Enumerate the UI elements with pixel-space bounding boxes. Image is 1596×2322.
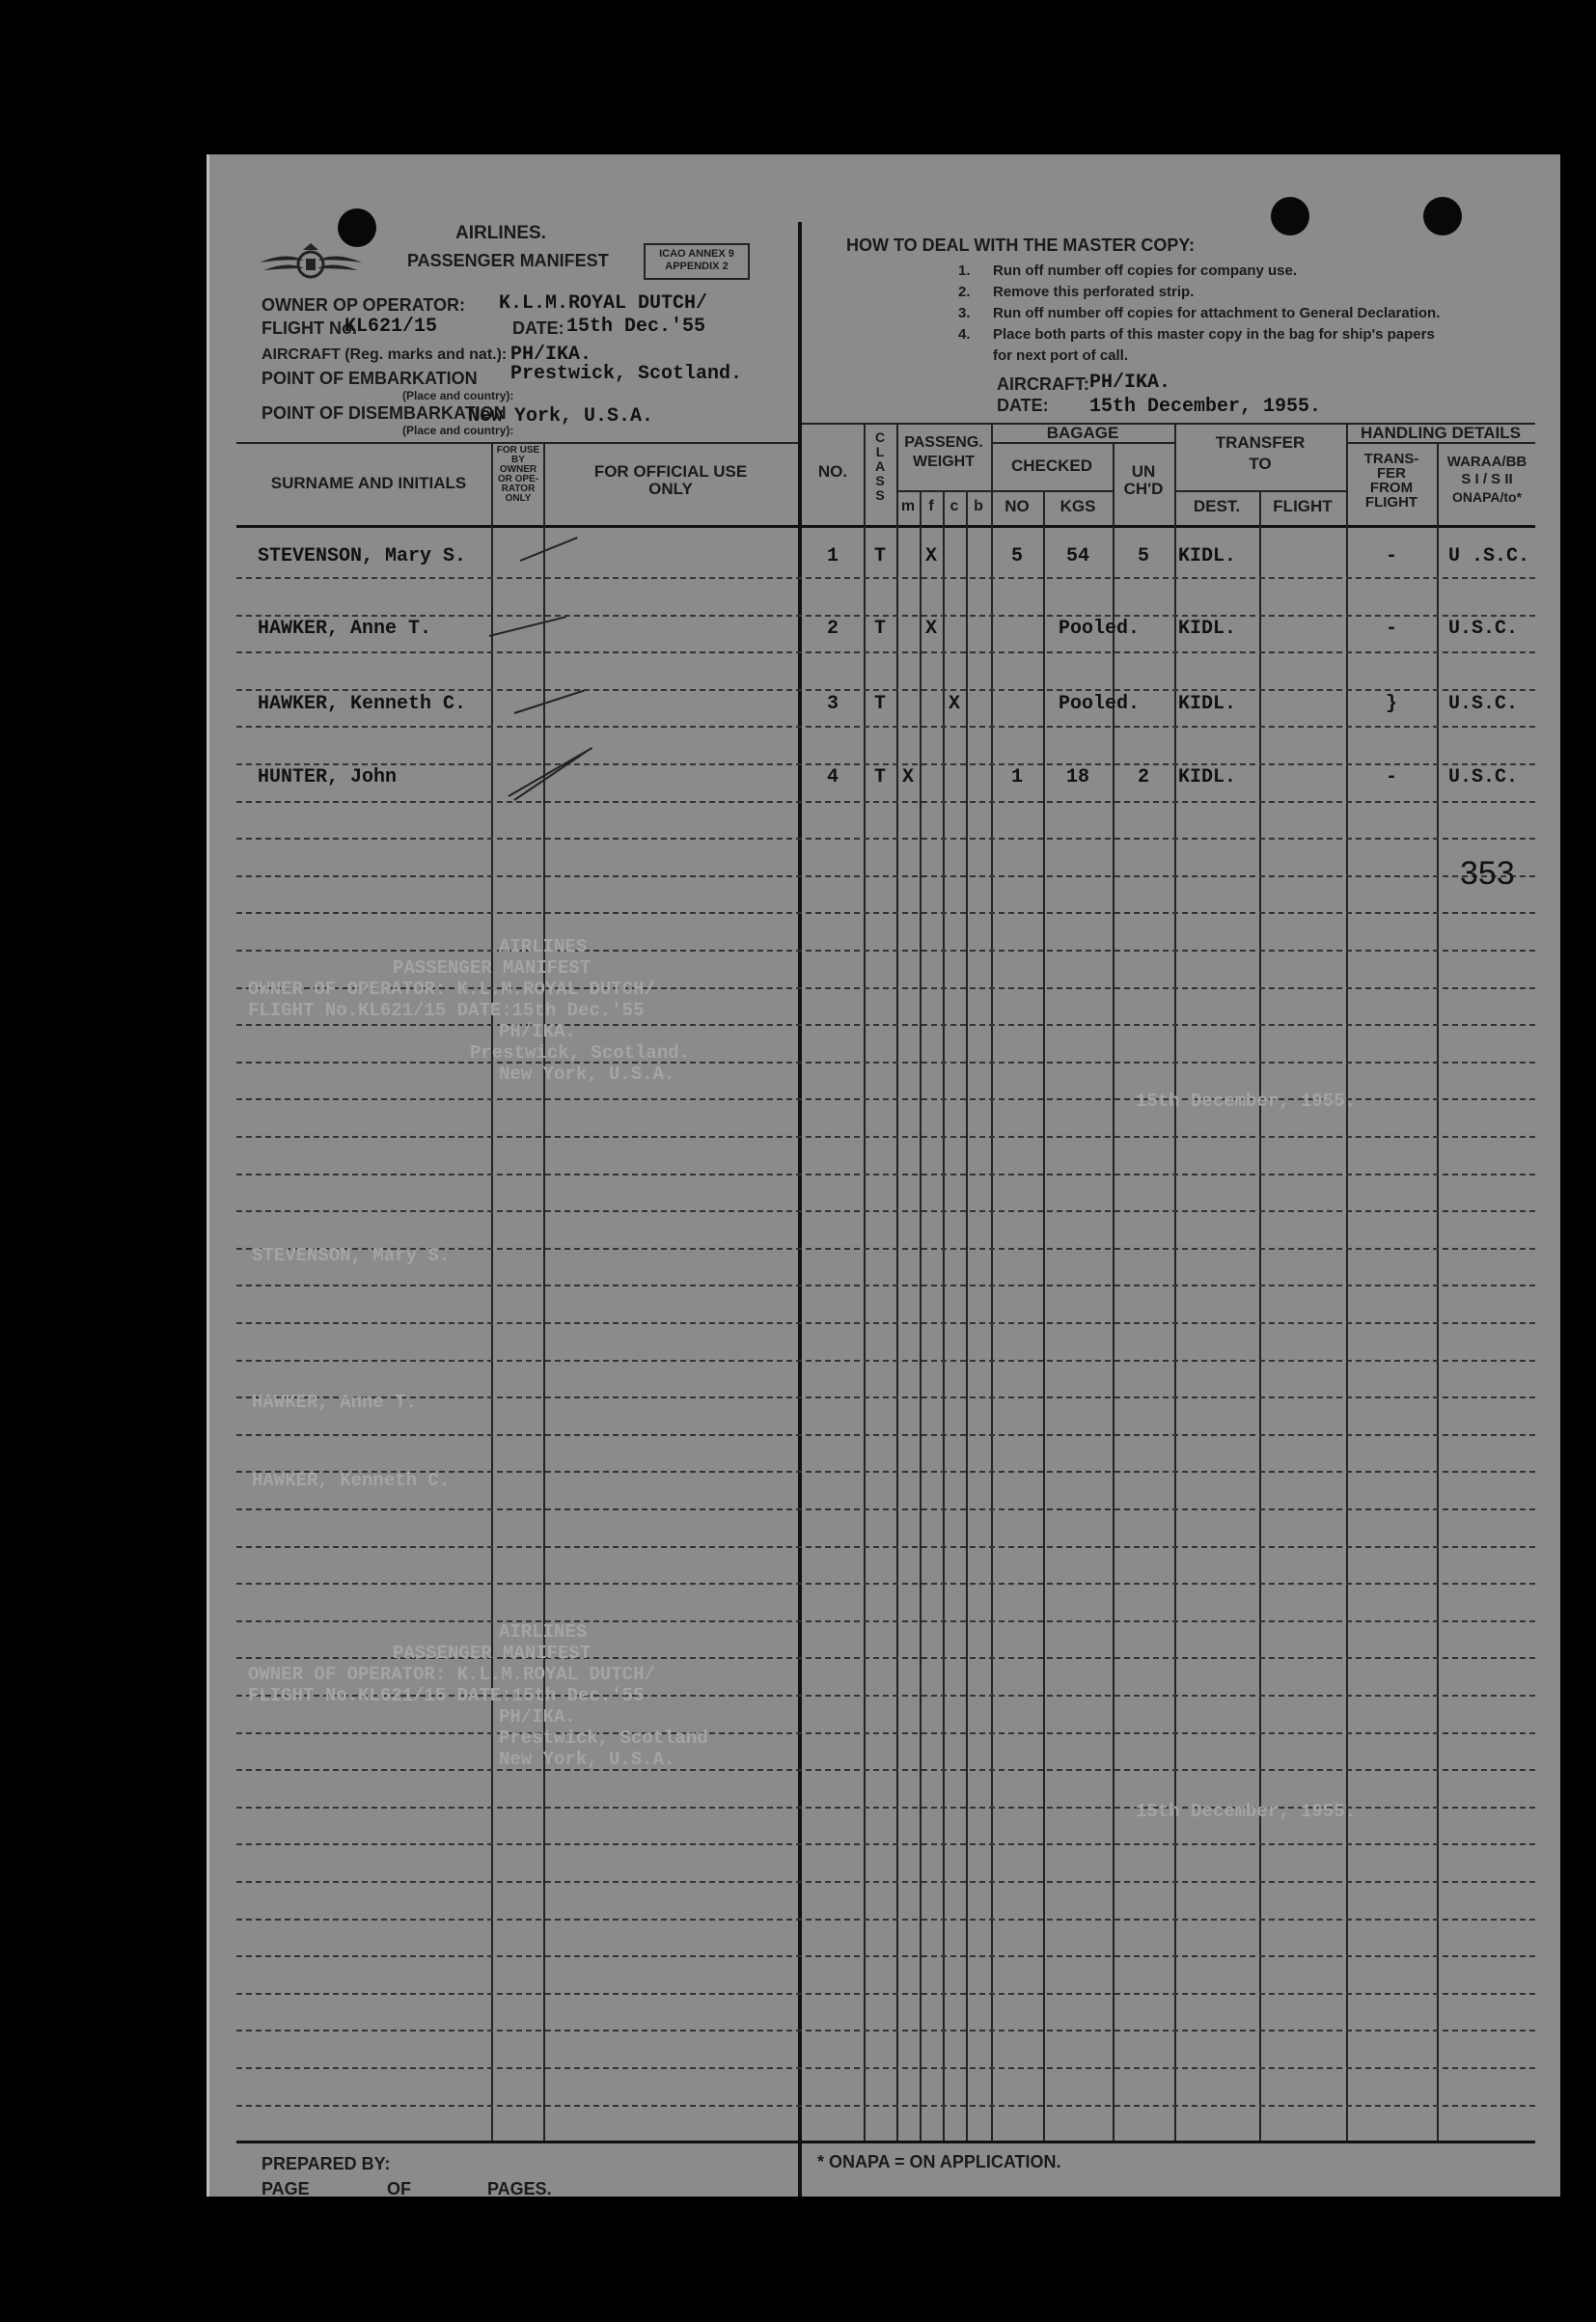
ghost-date: 15th December, 1955.: [1136, 1091, 1357, 1112]
instructions-title: HOW TO DEAL WITH THE MASTER COPY:: [846, 235, 1195, 255]
bag-pooled: Pooled.: [1059, 693, 1141, 715]
row-rule: [236, 1955, 1535, 1957]
transfer-dest: KIDL.: [1178, 766, 1237, 788]
row-rule: [236, 1136, 1535, 1138]
col-handling: HANDLING DETAILS: [1361, 424, 1521, 442]
col-flight: FLIGHT: [1273, 497, 1333, 515]
row-rule: [236, 838, 1535, 840]
col-line: [1043, 490, 1045, 2141]
col-line: [1346, 423, 1348, 2141]
col-checked: CHECKED: [1010, 456, 1093, 475]
col-dest: DEST.: [1193, 497, 1241, 515]
appendix-label: APPENDIX 2: [665, 261, 729, 272]
header-bottom-rule: [236, 525, 1535, 528]
date-label: DATE:: [512, 318, 564, 338]
subheader-rule: [896, 490, 991, 492]
ghost-row: STEVENSON, Mary S.: [252, 1245, 451, 1266]
passenger-class: T: [873, 766, 886, 788]
ghost-row: HAWKER, Anne T.: [252, 1392, 418, 1413]
ghost-text-block: AIRLINES PASSENGER MANIFEST OWNER OF OPERATOR: K.L.M.ROYAL DUTCH/ FLIGHT No.KL621/15 DATE:15th Dec.'55 PH/IKA. Prestwick, Scotland New York, U.S.A.: [248, 1621, 708, 1770]
col-line: [1259, 490, 1261, 2141]
annex-label: ICAO ANNEX 9: [659, 248, 734, 260]
transfer-from: }: [1385, 693, 1397, 715]
ghost-date: 15th December, 1955.: [1136, 1801, 1357, 1822]
row-rule: [236, 763, 1535, 765]
col-weight-m: m: [900, 498, 916, 514]
passenger-name: HUNTER, John: [258, 766, 398, 788]
instructions-date-value: 15th December, 1955.: [1089, 396, 1322, 418]
disembarkation-label: POINT OF DISEMBARKATION: [261, 403, 507, 423]
col-official: FOR OFFICIAL USE ONLY: [593, 462, 748, 498]
passenger-no: 4: [826, 766, 839, 788]
manifest-sheet: [206, 154, 1560, 2197]
table-row: [209, 693, 1560, 722]
owner-label: OWNER OP OPERATOR:: [261, 295, 466, 315]
place-country-1: (Place and country):: [402, 389, 514, 402]
col-weight-b: b: [974, 498, 983, 514]
col-for-use: FOR USE BY OWNER OR OPE- RATOR ONLY: [496, 445, 540, 504]
row-rule: [236, 875, 1535, 877]
passenger-class: T: [873, 545, 886, 567]
row-rule: [236, 1434, 1535, 1436]
row-rule: [236, 1360, 1535, 1362]
airline-logo: [258, 241, 364, 288]
row-rule: [236, 1843, 1535, 1845]
col-line: [1174, 423, 1176, 2141]
weight-c: X: [948, 693, 960, 715]
handling-code: U.S.C.: [1448, 693, 1519, 715]
row-rule: [236, 1396, 1535, 1398]
page-stamp-number: 353: [1460, 855, 1515, 892]
col-no: NO.: [817, 462, 848, 481]
passenger-class: T: [873, 693, 886, 715]
bag-pooled: Pooled.: [1059, 618, 1141, 640]
pages-label: PAGES.: [487, 2179, 552, 2198]
instructions-date-label: DATE:: [997, 396, 1049, 415]
col-line: [864, 423, 866, 2141]
instruction-item: 1. Run off number off copies for company use.: [958, 263, 1298, 279]
instructions-aircraft-value: PH/IKA.: [1089, 372, 1171, 394]
row-rule: [236, 726, 1535, 728]
row-rule: [236, 1546, 1535, 1548]
handling-code: U.S.C.: [1448, 766, 1519, 788]
col-line: [896, 423, 898, 2141]
place-country-2: (Place and country):: [402, 424, 514, 437]
row-rule: [236, 912, 1535, 914]
embarkation-value: Prestwick, Scotland.: [510, 363, 743, 385]
table-row: [209, 766, 1560, 795]
transfer-from: -: [1385, 545, 1397, 567]
instructions-list: [958, 261, 1440, 367]
col-to: TO: [1249, 455, 1272, 473]
row-rule: [236, 2105, 1535, 2107]
subheader-rule: [1174, 490, 1346, 492]
col-bagage: BAGAGE: [1046, 424, 1119, 442]
page-label: PAGE: [261, 2179, 310, 2198]
passenger-name: HAWKER, Anne T.: [258, 618, 432, 640]
bag-no: 1: [1010, 766, 1023, 788]
punch-hole-icon: [1423, 197, 1462, 235]
aircraft-label: AIRCRAFT (Reg. marks and nat.):: [261, 346, 508, 363]
col-transfer-from: TRANS- FER FROM FLIGHT: [1363, 451, 1419, 511]
prepared-by-label: PREPARED BY:: [261, 2154, 391, 2173]
date-value: 15th Dec.'55: [566, 316, 706, 338]
subheader-rule: [1346, 442, 1535, 444]
col-waraa: WARAA/BB S I / S II ONAPA/to*: [1446, 454, 1527, 505]
center-divider: [798, 222, 802, 2197]
col-line: [991, 423, 993, 2141]
col-unchd: UN CH'D: [1123, 462, 1164, 498]
of-label: OF: [387, 2179, 411, 2198]
col-class: C L A S S: [874, 429, 886, 503]
passenger-no: 3: [826, 693, 839, 715]
col-passeng: PASSENG.: [904, 434, 983, 451]
flight-label: FLIGHT No.: [261, 318, 357, 338]
row-rule: [236, 651, 1535, 653]
col-line: [966, 490, 968, 2141]
bag-kgs: 18: [1065, 766, 1089, 788]
col-transfer: TRANSFER: [1215, 433, 1306, 452]
table-row: [209, 545, 1560, 574]
transfer-dest: KIDL.: [1178, 545, 1237, 567]
subheader-rule: [991, 442, 1174, 444]
transfer-dest: KIDL.: [1178, 618, 1237, 640]
punch-hole-icon: [1271, 197, 1309, 235]
row-rule: [236, 2067, 1535, 2069]
passenger-no: 2: [826, 618, 839, 640]
row-rule: [236, 2030, 1535, 2032]
row-rule: [236, 1210, 1535, 1212]
col-bag-no: NO: [1004, 497, 1030, 515]
transfer-from: -: [1385, 618, 1397, 640]
manifest-title: PASSENGER MANIFEST: [407, 251, 609, 270]
onapa-note: * ONAPA = ON APPLICATION.: [817, 2152, 1061, 2171]
transfer-from: -: [1385, 766, 1397, 788]
col-surname: SURNAME AND INITIALS: [270, 474, 467, 492]
weight-f: X: [924, 545, 937, 567]
instruction-item: 2. Remove this perforated strip.: [958, 284, 1195, 300]
row-rule: [236, 1174, 1535, 1175]
table-row: [209, 618, 1560, 647]
instruction-item: 4. Place both parts of this master copy in the bag for ship's papers: [958, 326, 1435, 343]
col-line: [920, 490, 922, 2141]
instruction-item: 3. Run off number off copies for attachment to General Declaration.: [958, 305, 1441, 321]
embarkation-label: POINT OF EMBARKATION: [261, 369, 478, 388]
row-rule: [236, 1322, 1535, 1324]
bag-kgs: 54: [1065, 545, 1089, 567]
col-line: [943, 490, 945, 2141]
owner-value: K.L.M.ROYAL DUTCH/: [499, 292, 708, 315]
passenger-name: HAWKER, Kenneth C.: [258, 693, 467, 715]
handling-code: U .S.C.: [1448, 545, 1530, 567]
aircraft-value: PH/IKA.: [510, 344, 592, 366]
handling-code: U.S.C.: [1448, 618, 1519, 640]
ghost-text-block: AIRLINES PASSENGER MANIFEST OWNER OF OPERATOR: K.L.M.ROYAL DUTCH/ FLIGHT No.KL621/15 DATE:15th Dec.'55 PH/IKA. Prestwick, Scotland. New York, U.S.A.: [248, 936, 691, 1085]
bag-unchd: 2: [1137, 766, 1149, 788]
row-rule: [236, 1285, 1535, 1286]
row-rule: [236, 615, 1535, 617]
passenger-class: T: [873, 618, 886, 640]
airline-title: AIRLINES.: [455, 223, 546, 243]
subheader-rule: [991, 490, 1113, 492]
col-weight-c: c: [949, 498, 959, 514]
row-rule: [236, 1583, 1535, 1585]
col-kgs: KGS: [1059, 497, 1096, 515]
row-rule: [236, 1919, 1535, 1921]
instruction-item-cont: for next port of call.: [993, 347, 1129, 364]
footer-rule: [236, 2141, 1535, 2143]
weight-f: X: [924, 618, 937, 640]
row-rule: [236, 1508, 1535, 1510]
col-weight: WEIGHT: [913, 454, 975, 470]
bag-no: 5: [1010, 545, 1023, 567]
instructions-aircraft-label: AIRCRAFT:: [997, 374, 1089, 394]
ghost-row: HAWKER, Kenneth C.: [252, 1470, 451, 1491]
bag-unchd: 5: [1137, 545, 1149, 567]
row-rule: [236, 689, 1535, 691]
disembarkation-value: New York, U.S.A.: [468, 405, 654, 428]
row-rule: [236, 1881, 1535, 1883]
passenger-no: 1: [826, 545, 839, 567]
transfer-dest: KIDL.: [1178, 693, 1237, 715]
icao-annex-box: [644, 243, 750, 280]
passenger-name: STEVENSON, Mary S.: [258, 545, 467, 567]
weight-m: X: [901, 766, 914, 788]
row-rule: [236, 801, 1535, 803]
col-weight-f: f: [928, 498, 934, 514]
flight-value: KL621/15: [344, 316, 438, 338]
row-rule: [236, 1993, 1535, 1995]
header-rule-left: [236, 442, 798, 444]
row-rule: [236, 577, 1535, 579]
